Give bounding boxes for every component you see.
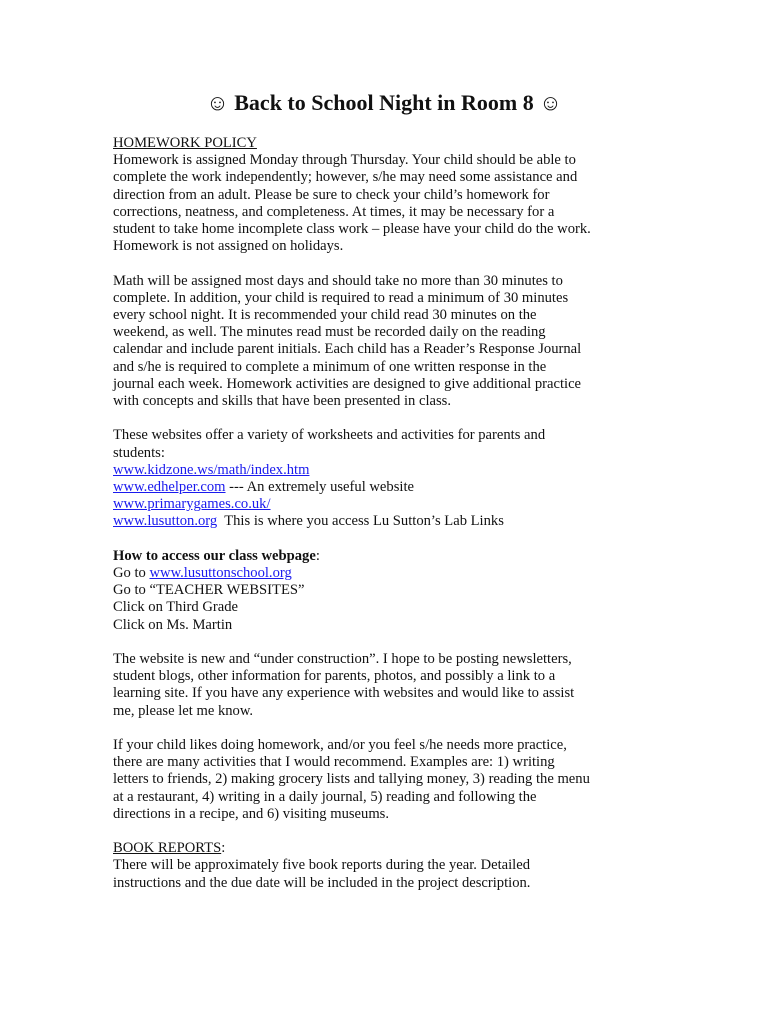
class-webpage-heading [113, 548, 673, 565]
lusuttonschool-link[interactable]: www.lusuttonschool.org [149, 565, 292, 582]
text-line: The website is new and “under construction”. I hope to be posting newsletters, [113, 651, 572, 668]
text-line: instructions and the due date will be included in the project description. [113, 874, 531, 891]
website-item [113, 479, 673, 496]
practice-paragraph [113, 737, 673, 823]
text-line: Homework is not assigned on holidays. [113, 238, 344, 255]
homework-policy-heading: HOMEWORK POLICY [113, 135, 257, 151]
text-line: complete the work independently; however, s/he may need some assistance and [113, 169, 578, 186]
text-line: direction from an adult. Please be sure to check your child’s homework for [113, 186, 550, 203]
websites-section [113, 427, 673, 530]
text-line: me, please let me know. [113, 702, 254, 719]
text-line: weekend, as well. The minutes read must be recorded daily on the reading [113, 324, 546, 341]
step-line: Click on Ms. Martin [113, 616, 233, 633]
homework-paragraph-1 [113, 152, 673, 255]
lusutton-link[interactable]: www.lusutton.org [113, 513, 218, 530]
text-line: Math will be assigned most days and should take no more than 30 minutes to [113, 272, 563, 289]
heading-colon: : [315, 547, 320, 564]
book-reports-heading [113, 840, 673, 857]
text-line: If your child likes doing homework, and/or you feel s/he needs more practice, [113, 737, 567, 754]
text-line: Homework is assigned Monday through Thursday. Your child should be able to [113, 152, 576, 169]
website-note: --- An extremely useful website [225, 479, 414, 496]
heading-text: BOOK REPORTS [113, 840, 222, 857]
text-line: at a restaurant, 4) writing in a daily journal, 5) reading and following the [113, 788, 537, 805]
text-line: with concepts and skills that have been presented in class. [113, 393, 451, 410]
step-prefix: Go to [113, 565, 150, 582]
heading-text: How to access our class webpage [113, 547, 316, 564]
website-note-paragraph [113, 651, 673, 720]
text-line: students: [113, 444, 165, 461]
text-line: These websites offer a variety of worksheets and activities for parents and [113, 427, 546, 444]
text-line: there are many activities that I would recommend. Examples are: 1) writing [113, 754, 555, 771]
step-line: Go to “TEACHER WEBSITES” [113, 582, 305, 599]
text-line: directions in a recipe, and 6) visiting museums. [113, 805, 390, 822]
text-line: student to take home incomplete class work – please have your child do the work. [113, 221, 591, 238]
text-line: complete. In addition, your child is required to read a minimum of 30 minutes [113, 289, 569, 306]
text-line: and s/he is required to complete a minimum of one written response in the [113, 358, 547, 375]
text-line: journal each week. Homework activities are designed to give additional practice [113, 375, 582, 392]
text-line: every school night. It is recommended your child read 30 minutes on the [113, 307, 537, 324]
step-line: Click on Third Grade [113, 599, 238, 616]
page-title: ☺ Back to School Night in Room 8 ☺ [206, 90, 562, 115]
text-line: There will be approximately five book reports during the year. Detailed [113, 857, 530, 874]
book-reports-section [113, 840, 673, 892]
text-line: letters to friends, 2) making grocery lists and tallying money, 3) reading the menu [113, 771, 590, 788]
text-line: learning site. If you have any experience with websites and would like to assist [113, 685, 575, 702]
text-line: calendar and include parent initials. Each child has a Reader’s Response Journal [113, 341, 582, 358]
homework-paragraph-2 [113, 273, 673, 411]
primarygames-link[interactable]: www.primarygames.co.uk/ [113, 496, 271, 513]
edhelper-link[interactable]: www.edhelper.com [113, 479, 226, 496]
heading-colon: : [221, 840, 226, 857]
kidzone-link[interactable]: www.kidzone.ws/math/index.htm [113, 461, 310, 478]
website-item [113, 513, 673, 530]
class-webpage-section [113, 548, 673, 634]
text-line: corrections, neatness, and completeness. At times, it may be necessary for a [113, 203, 555, 220]
document-body [113, 135, 673, 909]
website-item [113, 496, 673, 513]
website-item [113, 462, 673, 479]
text-line: student blogs, other information for parents, photos, and possibly a link to a [113, 668, 556, 685]
step-goto-site [113, 565, 673, 582]
website-note: This is where you access Lu Sutton’s Lab Links [217, 513, 504, 530]
